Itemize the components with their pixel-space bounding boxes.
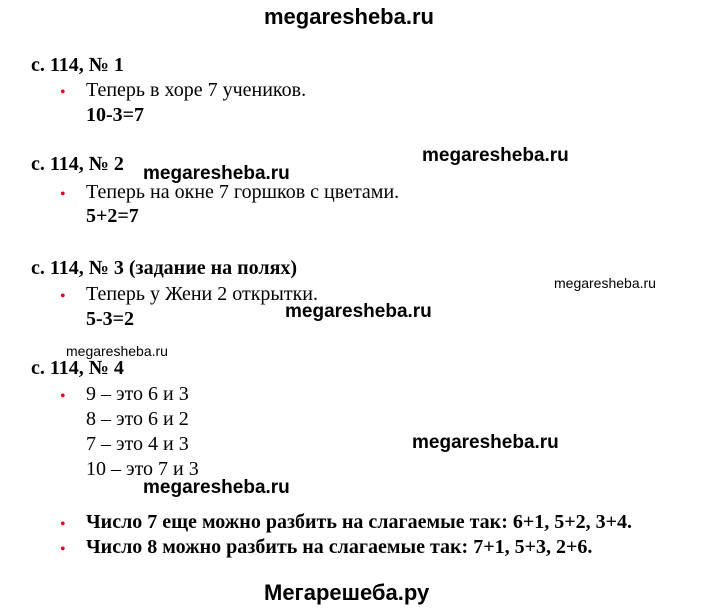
- site-header-title: megaresheba.ru: [264, 4, 434, 29]
- bullet-icon: •: [60, 388, 66, 405]
- section-3-answer: Теперь у Жени 2 открытки.: [86, 283, 319, 305]
- section-1-heading: с. 114, № 1: [31, 54, 124, 76]
- section-1-equation: 10-3=7: [86, 104, 145, 126]
- section-3-equation: 5-3=2: [86, 308, 135, 330]
- section-4-heading: с. 114, № 4: [31, 357, 124, 379]
- bullet-icon: •: [60, 541, 66, 558]
- section-1-answer: Теперь в хоре 7 учеников.: [86, 79, 307, 101]
- section-2-answer: Теперь на окне 7 горшков с цветами.: [86, 181, 400, 203]
- section-4-line: 9 – это 6 и 3: [86, 383, 189, 405]
- bullet-icon: •: [60, 516, 66, 533]
- bullet-icon: •: [60, 186, 66, 203]
- section-3-heading: с. 114, № 3 (задание на полях): [31, 257, 298, 279]
- watermark: megaresheba.ru: [143, 477, 290, 498]
- section-2-heading: с. 114, № 2: [31, 153, 124, 175]
- bullet-icon: •: [60, 288, 66, 305]
- watermark: megaresheba.ru: [143, 163, 290, 184]
- watermark: megaresheba.ru: [285, 301, 432, 322]
- section-4-line: 10 – это 7 и 3: [86, 458, 199, 480]
- site-footer-title: Мегарешеба.ру: [264, 580, 430, 605]
- section-4-line: 7 – это 4 и 3: [86, 433, 189, 455]
- bullet-icon: •: [60, 84, 66, 101]
- watermark: megaresheba.ru: [422, 145, 569, 166]
- section-4-line: 8 – это 6 и 2: [86, 408, 189, 430]
- watermark: megaresheba.ru: [66, 343, 168, 359]
- section-2-equation: 5+2=7: [86, 205, 139, 227]
- watermark: megaresheba.ru: [412, 432, 559, 453]
- watermark: megaresheba.ru: [554, 275, 656, 291]
- section-4-bold-bullet: Число 8 можно разбить на слагаемые так: 7+1, 5+3, 2+6.: [86, 536, 593, 558]
- section-4-bold-bullet: Число 7 еще можно разбить на слагаемые так: 6+1, 5+2, 3+4.: [86, 511, 633, 533]
